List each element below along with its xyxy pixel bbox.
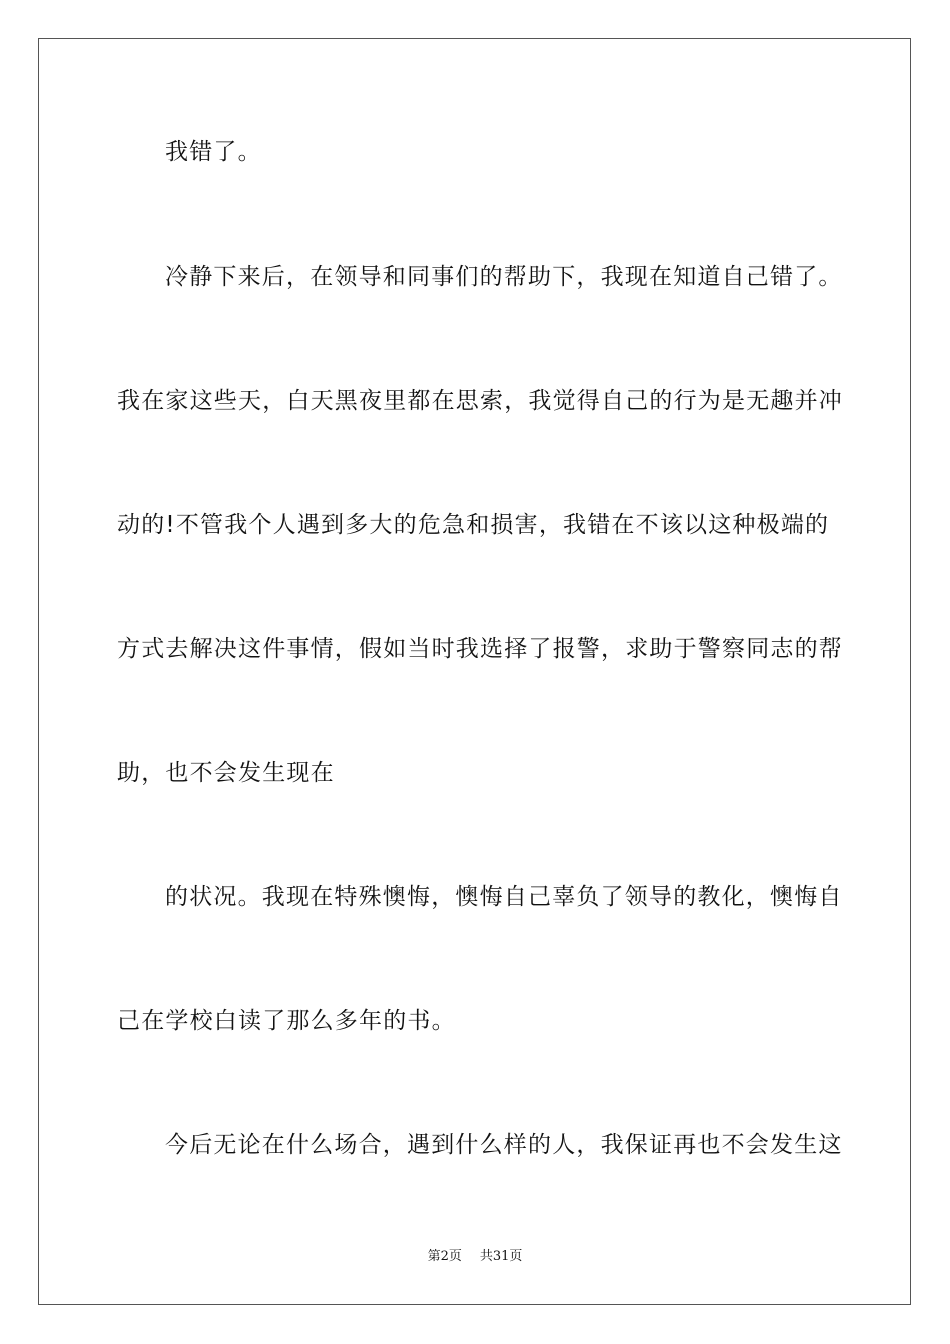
paragraph-line-3: 我在家这些天，白天黑夜里都在思索，我觉得自己的行为是无趣并冲 — [117, 388, 843, 414]
page-border — [38, 38, 911, 1305]
page-total: 共31页 — [479, 1249, 523, 1264]
page-number: 第2页 — [427, 1249, 462, 1264]
paragraph-line-7: 的状况。我现在特殊懊悔，懊悔自己辜负了领导的教化，懊悔自 — [165, 884, 843, 910]
page-footer — [0, 1248, 950, 1266]
paragraph-line-4: 动的!不管我个人遇到多大的危急和损害，我错在不该以这种极端的 — [117, 512, 830, 538]
paragraph-line-2: 冷静下来后，在领导和同事们的帮助下，我现在知道自己错了。 — [165, 264, 843, 290]
paragraph-line-8: 己在学校白读了那么多年的书。 — [117, 1008, 456, 1034]
paragraph-line-6: 助，也不会发生现在 — [117, 760, 335, 786]
paragraph-line-9: 今后无论在什么场合，遇到什么样的人，我保证再也不会发生这 — [165, 1132, 843, 1158]
paragraph-line-1: 我错了。 — [165, 139, 262, 165]
paragraph-line-5: 方式去解决这件事情，假如当时我选择了报警，求助于警察同志的帮 — [117, 636, 843, 662]
